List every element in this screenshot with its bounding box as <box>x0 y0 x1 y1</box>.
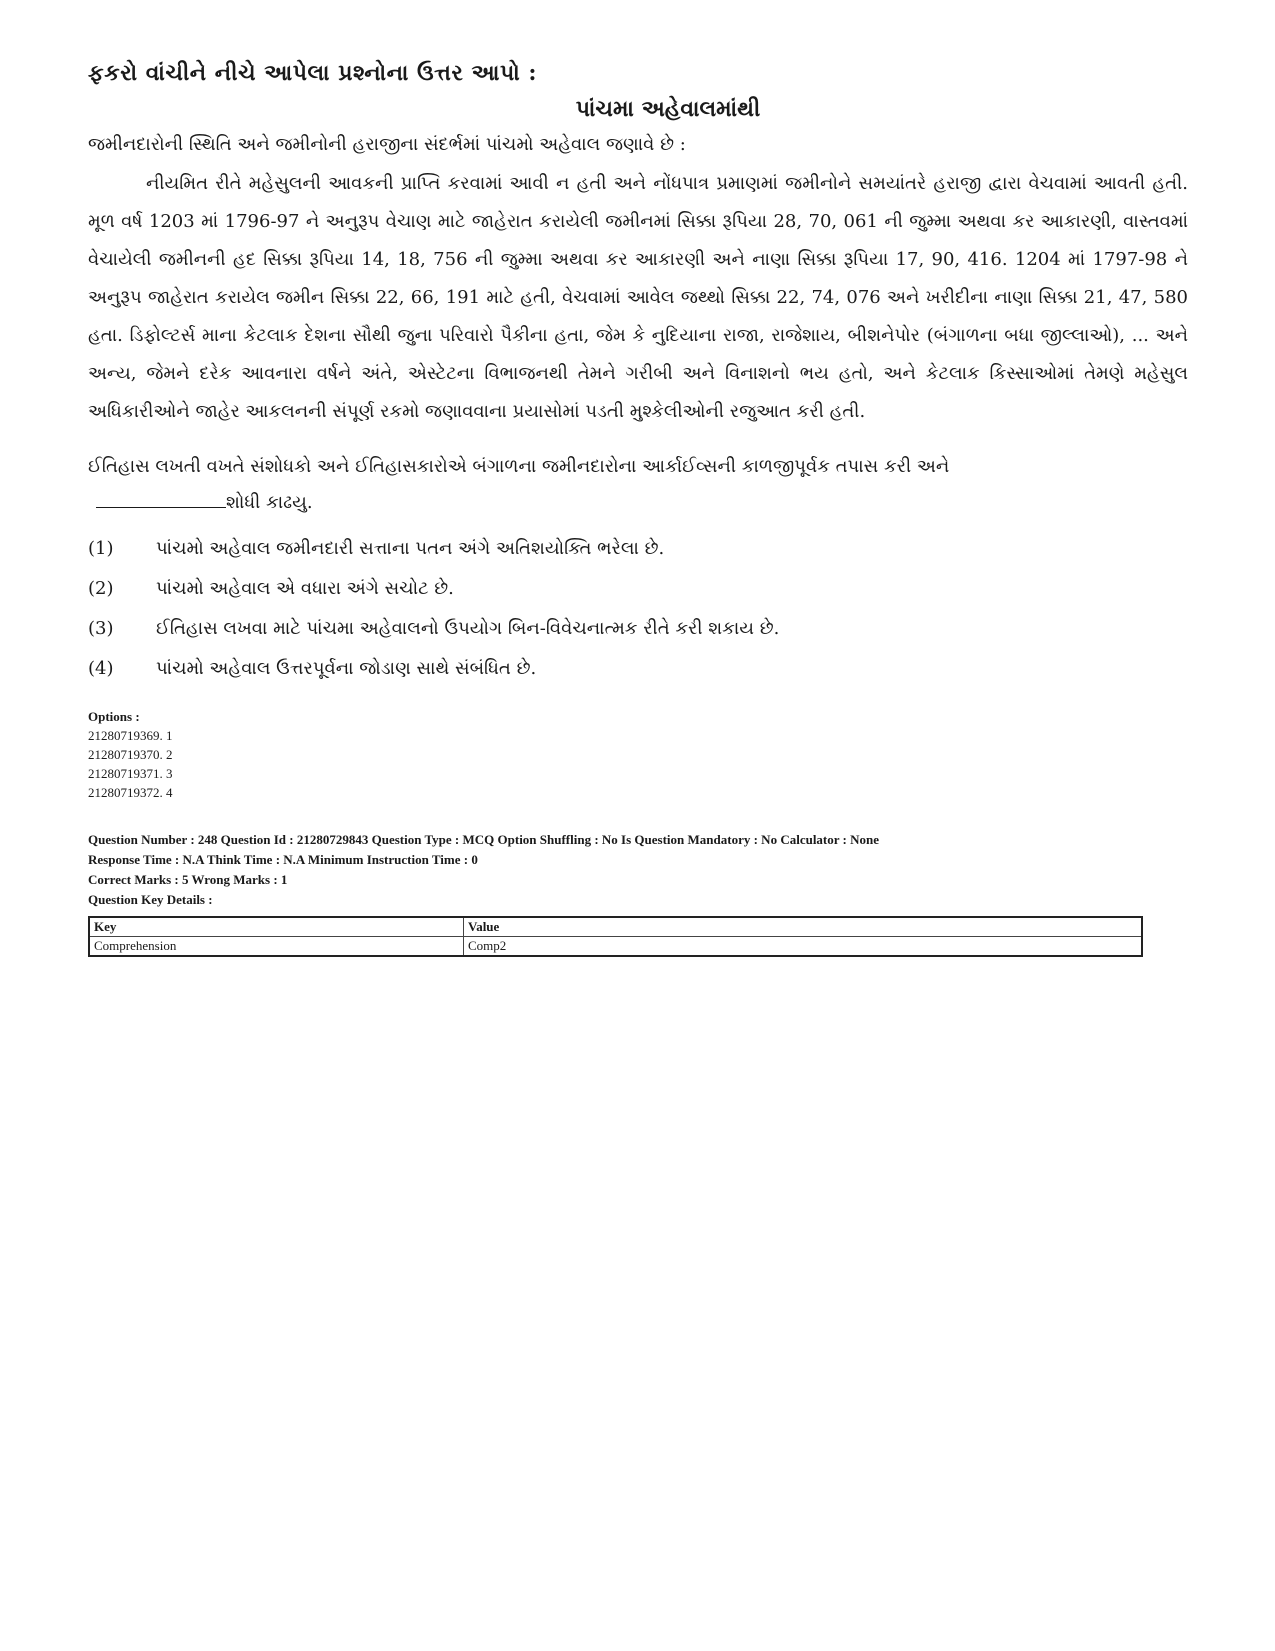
option-id: 21280719371. 3 <box>88 766 173 781</box>
meta-response-time: Response Time : N.A Think Time : N.A Minimum Instruction Time : 0 <box>88 852 478 867</box>
choice-text: પાંચમો અહેવાલ એ વધારા અંગે સચોટ છે. <box>156 578 454 599</box>
choice-number: (2) <box>88 578 114 599</box>
question-page <box>88 60 1188 957</box>
table-header-value: Value <box>464 917 1143 937</box>
options-title: Options : <box>88 709 140 724</box>
passage-title: પાંચમા અહેવાલમાંથી <box>575 96 761 122</box>
choice-text: ઈતિહાસ લખવા માટે પાંચમા અહેવાલનો ઉપયોગ બિન-વિવેચનાત્મક રીતે કરી શકાય છે. <box>156 618 780 639</box>
option-id: 21280719372. 4 <box>88 785 173 800</box>
instruction-heading: ફકરો વાંચીને નીચે આપેલા પ્રશ્નોના ઉત્તર આપો : <box>88 60 538 86</box>
answer-choice[interactable] <box>88 609 1188 649</box>
meta-key-details-label: Question Key Details : <box>88 892 213 907</box>
choice-text: પાંચમો અહેવાલ જમીનદારી સત્તાના પતન અંગે અતિશયોક્તિ ભરેલા છે. <box>156 538 665 559</box>
table-row <box>89 937 1142 957</box>
choice-number: (3) <box>88 618 114 639</box>
passage-body: નીયમિત રીતે મહેસુલની આવકની પ્રાપ્તિ કરવામાં આવી ન હતી અને નોંધપાત્ર પ્રમાણમાં જમીનોને સમયાંતરે હરાજી દ્વારા વેચવામાં આવતી હતી. મૂળ વર્ષ 1203 માં 1796-97 ને અનુરૂપ વેચાણ માટે જાહેરાત કરાયેલી જમીનમાં સિક્કા રૂપિયા 28, 70, 061 ની જુમ્મા અથવા કર આકારણી, વાસ્તવમાં વેચાયેલી જમીનની હદ સિક્કા રૂપિયા 14, 18, 756 ની જુમ્મા અથવા કર આકારણી અને નાણા સિક્કા રૂપિયા 17, 90, 416. 1204 માં 1797-98 ને અનુરૂપ જાહેરાત કરાયેલ જમીન સિક્કા 22, 66, 191 માટે હતી, વેચવામાં આવેલ જથ્થો સિક્કા 22, 74, 076 અને ખરીદીના નાણા સિક્કા 21, 47, 580 હતા. ડિફોલ્ટર્સ માના કેટલાક દેશના સૌથી જુના પરિવારો પૈકીના હતા, જેમ કે નુદિયાના રાજા, રાજેશાય, બીશનેપોર (બંગાળના બધા જીલ્લાઓ), ... અને અન્ય, જેમને દરેક આવનારા વર્ષને અંતે, એસ્ટેટના વિભાજનથી તેમને ગરીબી અને વિનાશનો ભય હતો, અને કેટલાક કિસ્સાઓમાં તેમણે મહેસુલ અધિકારીઓને જાહેર આકલનની સંપૂર્ણ રકમો જણાવવાના પ્રયાસોમાં પડતી મુશ્કેલીઓની રજુઆત કરી હતી. <box>88 173 1188 422</box>
choice-number: (1) <box>88 538 114 559</box>
option-id: 21280719369. 1 <box>88 728 173 743</box>
answer-choice[interactable] <box>88 569 1188 609</box>
meta-question-info: Question Number : 248 Question Id : 21280729843 Question Type : MCQ Option Shuffling : No Is Question Mandatory : No Calculator : None <box>88 832 880 847</box>
table-header-key: Key <box>89 917 464 937</box>
fill-in-blank <box>96 487 226 508</box>
passage-intro: જમીનદારોની સ્થિતિ અને જમીનોની હરાજીના સંદર્ભમાં પાંચમો અહેવાલ જણાવે છે : <box>88 134 686 155</box>
meta-marks: Correct Marks : 5 Wrong Marks : 1 <box>88 872 288 887</box>
question-text-part2: શોધી કાઢયુ. <box>226 492 313 513</box>
answer-choice[interactable] <box>88 529 1188 569</box>
table-header-row <box>89 917 1142 937</box>
answer-choice[interactable] <box>88 649 1188 689</box>
choice-number: (4) <box>88 658 114 679</box>
choice-text: પાંચમો અહેવાલ ઉત્તરપૂર્વના જોડાણ સાથે સંબંધિત છે. <box>156 658 537 679</box>
question-key-table <box>88 916 1143 957</box>
question-metadata <box>88 830 1188 910</box>
option-ids-block <box>88 707 1188 802</box>
option-id: 21280719370. 2 <box>88 747 173 762</box>
question-text-part1: ઈતિહાસ લખતી વખતે સંશોધકો અને ઈતિહાસકારોએ બંગાળના જમીનદારોના આર્કાઈવ્સની કાળજીપૂર્વક તપાસ કરી અને <box>88 456 950 477</box>
answer-choices <box>88 529 1188 689</box>
question-stem <box>88 449 1188 521</box>
table-cell-value: Comp2 <box>464 937 1143 957</box>
table-cell-key: Comprehension <box>89 937 464 957</box>
